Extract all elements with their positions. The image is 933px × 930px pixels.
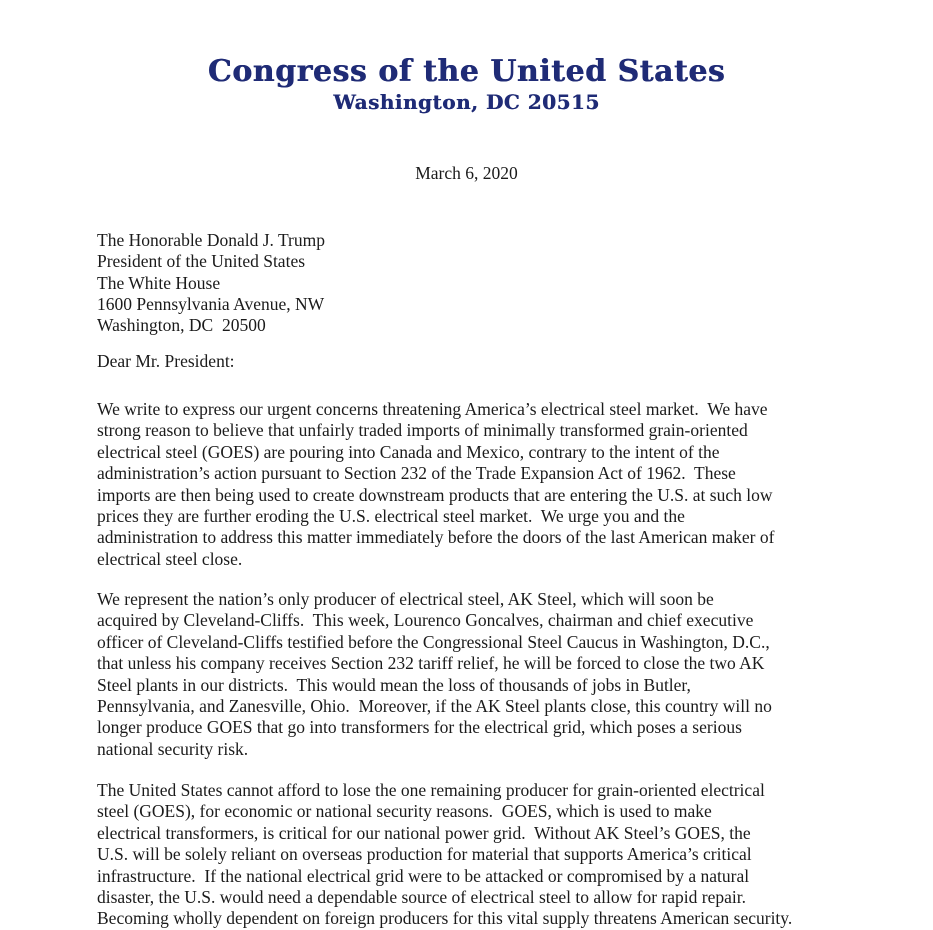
letter-line: longer produce GOES that go into transformers for the electrical grid, which poses a serious [97,717,742,738]
letter-line: electrical transformers, is critical for our national power grid. Without AK Steel’s GOES, the [97,822,751,843]
letter-line: We write to express our urgent concerns threatening America’s electrical steel market. We have [97,399,768,419]
letter-line: U.S. will be solely reliant on overseas production for material that supports America’s critical [97,844,752,865]
body-paragraph-2 [97,589,772,760]
letter-line: disaster, the U.S. would need a dependable source of electrical steel to allow for rapid repair. [97,887,746,908]
letter-line: imports are then being used to create downstream products that are entering the U.S. at such low [97,484,773,505]
letter-date: March 6, 2020 [415,163,518,183]
body-paragraph-1 [97,399,774,570]
recipient-address-line: 1600 Pennsylvania Avenue, NW [97,293,325,314]
letter-line: steel (GOES), for economic or national security reasons. GOES, which is used to make [97,801,712,822]
letter-line: infrastructure. If the national electrical grid were to be attacked or compromised by a natural [97,865,750,886]
letter-line: prices they are further eroding the U.S. electrical steel market. We urge you and the [97,506,685,527]
letter-line: officer of Cleveland-Cliffs testified before the Congressional Steel Caucus in Washington, D.C., [97,631,770,652]
letter-line: The United States cannot afford to lose the one remaining producer for grain-oriented electrical [97,780,765,800]
letter-line: We represent the nation’s only producer of electrical steel, AK Steel, which will soon be [97,589,714,609]
letter-line: strong reason to believe that unfairly traded imports of minimally transformed grain-oriented [97,420,748,441]
recipient-name: The Honorable Donald J. Trump [97,230,325,250]
letter-line-clipped: Becoming wholly dependent on foreign producers for this vital supply threatens American security. [97,908,793,929]
recipient-address-block [97,230,325,336]
letter-line: electrical steel close. [97,548,243,569]
recipient-address-line: The White House [97,272,221,293]
letter-line: Steel plants in our districts. This would mean the loss of thousands of jobs in Butler, [97,674,691,695]
letter-line: Pennsylvania, and Zanesville, Ohio. Moreover, if the AK Steel plants close, this country will no [97,696,772,717]
salutation: Dear Mr. President: [97,351,235,371]
letterhead-city-line: Washington, DC 20515 [333,90,600,114]
letter-line: acquired by Cleveland-Cliffs. This week, Lourenco Goncalves, chairman and chief executive [97,610,754,631]
recipient-address-line: Washington, DC 20500 [97,315,266,336]
recipient-title: President of the United States [97,251,306,272]
letterhead [0,54,933,114]
letter-line: that unless his company receives Section 232 tariff relief, he will be forced to close the two AK [97,653,765,674]
letter-line: national security risk. [97,738,249,759]
letter-line: administration to address this matter immediately before the doors of the last American maker of [97,527,775,548]
letter-line: electrical steel (GOES) are pouring into Canada and Mexico, contrary to the intent of the [97,441,720,462]
letter-line: administration’s action pursuant to Section 232 of the Trade Expansion Act of 1962. These [97,463,736,484]
letterhead-organization: Congress of the United States [207,54,726,89]
body-paragraph-3 [97,780,792,930]
